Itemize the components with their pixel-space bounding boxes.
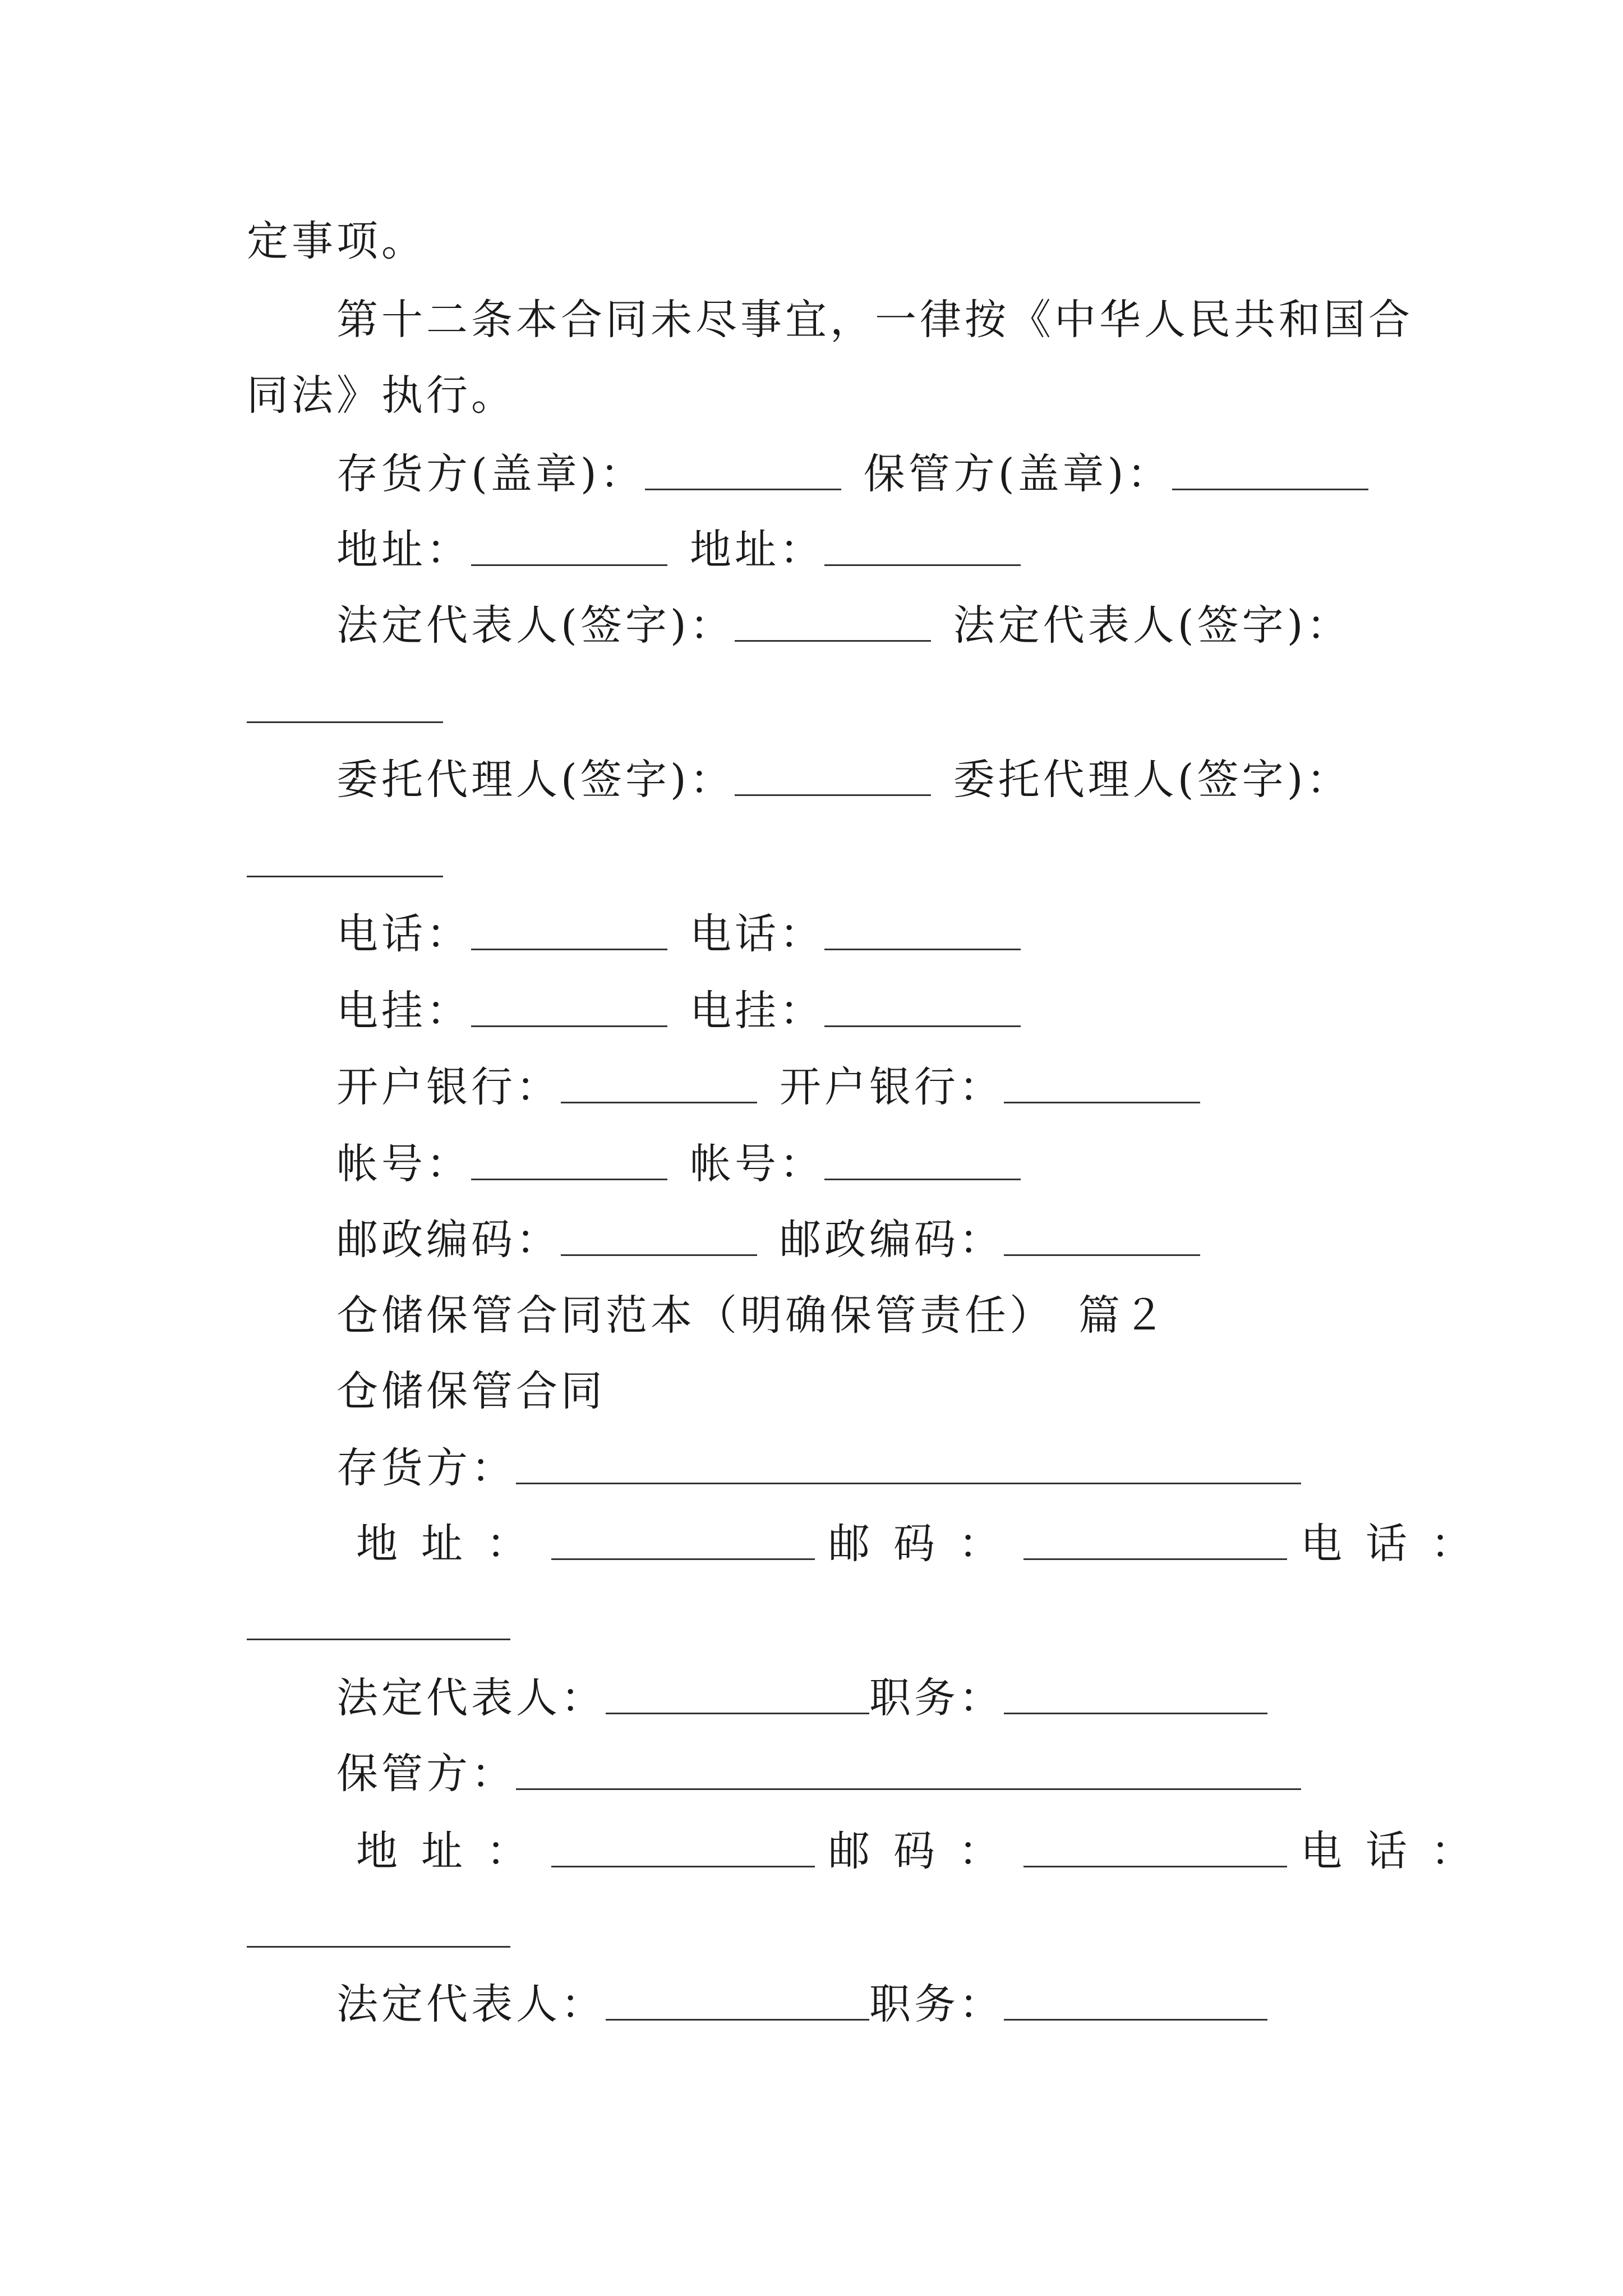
postcode-label-2: 邮政编码： <box>780 1216 1004 1264</box>
depositor-tel-blank[interactable] <box>247 1636 510 1640</box>
keeper-zip-label: 邮码： <box>828 1827 1023 1875</box>
keeper-seal-label: 保管方(盖章)： <box>863 450 1172 498</box>
keeper-legal-rep-blank[interactable] <box>606 1985 869 2021</box>
depositor-address-label: 地址： <box>356 1520 551 1568</box>
keeper-tel-blank[interactable] <box>247 1944 510 1948</box>
keeper-seal-blank[interactable] <box>1172 455 1368 490</box>
seal-row <box>336 446 1368 502</box>
agent-sign-label-1: 委托代理人(签字)： <box>336 756 735 804</box>
bank-blank-2[interactable] <box>1004 1068 1200 1103</box>
legal-rep-sign-row <box>336 597 1352 654</box>
legal-rep-sign-label-1: 法定代表人(签字)： <box>336 601 735 650</box>
depositor-legal-rep-blank[interactable] <box>606 1679 869 1714</box>
paragraph-end-text: 定事项。 <box>247 217 426 265</box>
depositor-address-blank[interactable] <box>551 1525 815 1560</box>
account-label-1: 帐号： <box>336 1140 471 1188</box>
phone-label-1: 电话： <box>336 910 471 958</box>
keeper-position-blank[interactable] <box>1004 1985 1267 2021</box>
telegraph-blank-1[interactable] <box>471 992 667 1027</box>
agent-sign-blank-1[interactable] <box>735 761 931 796</box>
depositor-contact-row <box>356 1516 1496 1572</box>
account-row <box>336 1136 1021 1192</box>
depositor-zip-label: 邮码： <box>828 1520 1023 1568</box>
section-title: 仓储保管合同范本（明确保管责任） 篇２ <box>336 1291 1168 1340</box>
address-row <box>336 522 1021 578</box>
keeper-legal-rep-label: 法定代表人： <box>336 1980 606 2028</box>
depositor-zip-blank[interactable] <box>1023 1525 1287 1560</box>
bank-label-1: 开户银行： <box>336 1063 561 1111</box>
postcode-blank-2[interactable] <box>1004 1221 1200 1256</box>
depositor-seal-blank[interactable] <box>645 455 841 490</box>
section-title-row <box>336 1287 1168 1343</box>
depositor-row <box>336 1440 1301 1496</box>
telegraph-label-2: 电挂： <box>690 987 824 1035</box>
article-12-text-1: 第十二条本合同未尽事宜，一律按《中华人民共和国合 <box>336 296 1413 344</box>
keeper-zip-blank[interactable] <box>1023 1832 1287 1867</box>
contract-title-row <box>336 1363 606 1419</box>
account-blank-2[interactable] <box>824 1145 1021 1180</box>
article-12-line-2 <box>247 367 516 424</box>
depositor-position-blank[interactable] <box>1004 1679 1267 1714</box>
keeper-address-blank[interactable] <box>551 1832 815 1867</box>
depositor-position-label: 职务： <box>869 1674 1004 1722</box>
contract-title: 仓储保管合同 <box>336 1367 606 1415</box>
account-label-2: 帐号： <box>690 1140 824 1188</box>
postcode-row <box>336 1212 1200 1268</box>
depositor-seal-label: 存货方(盖章)： <box>336 450 645 498</box>
depositor-blank[interactable] <box>516 1449 1301 1484</box>
legal-rep-sign-blank-1[interactable] <box>735 606 931 642</box>
agent-sign-label-2: 委托代理人(签字)： <box>953 756 1352 804</box>
bank-row <box>336 1059 1200 1115</box>
keeper-label: 保管方： <box>336 1750 516 1798</box>
keeper-tel-label: 电话： <box>1301 1827 1496 1875</box>
telegraph-blank-2[interactable] <box>824 992 1021 1027</box>
keeper-address-label: 地址： <box>356 1827 551 1875</box>
postcode-label-1: 邮政编码： <box>336 1216 561 1264</box>
depositor-label: 存货方： <box>336 1444 516 1492</box>
depositor-tel-label: 电话： <box>1301 1520 1496 1568</box>
keeper-contact-row <box>356 1823 1496 1879</box>
phone-blank-2[interactable] <box>824 915 1021 950</box>
keeper-legal-rep-row <box>336 1976 1267 2032</box>
depositor-legal-rep-label: 法定代表人： <box>336 1674 606 1722</box>
agent-sign-row <box>336 752 1352 808</box>
bank-blank-1[interactable] <box>561 1068 757 1103</box>
account-blank-1[interactable] <box>471 1145 667 1180</box>
keeper-blank[interactable] <box>516 1755 1301 1790</box>
bank-label-2: 开户银行： <box>780 1063 1004 1111</box>
phone-blank-1[interactable] <box>471 915 667 950</box>
article-12-line-1 <box>336 292 1413 348</box>
paragraph-end <box>247 213 426 269</box>
keeper-row <box>336 1746 1301 1802</box>
address-label-1: 地址： <box>336 526 471 574</box>
keeper-position-label: 职务： <box>869 1980 1004 2028</box>
depositor-legal-rep-row <box>336 1670 1267 1726</box>
address-label-2: 地址： <box>690 526 824 574</box>
address-blank-1[interactable] <box>471 531 667 566</box>
legal-rep-sign-blank-2[interactable] <box>247 719 443 723</box>
postcode-blank-1[interactable] <box>561 1221 757 1256</box>
address-blank-2[interactable] <box>824 531 1021 566</box>
phone-label-2: 电话： <box>690 910 824 958</box>
agent-sign-blank-2[interactable] <box>247 873 443 877</box>
legal-rep-sign-label-2: 法定代表人(签字)： <box>953 601 1352 650</box>
telegraph-label-1: 电挂： <box>336 987 471 1035</box>
article-12-text-2: 同法》执行。 <box>247 371 516 420</box>
phone-row <box>336 906 1021 962</box>
telegraph-row <box>336 983 1021 1039</box>
